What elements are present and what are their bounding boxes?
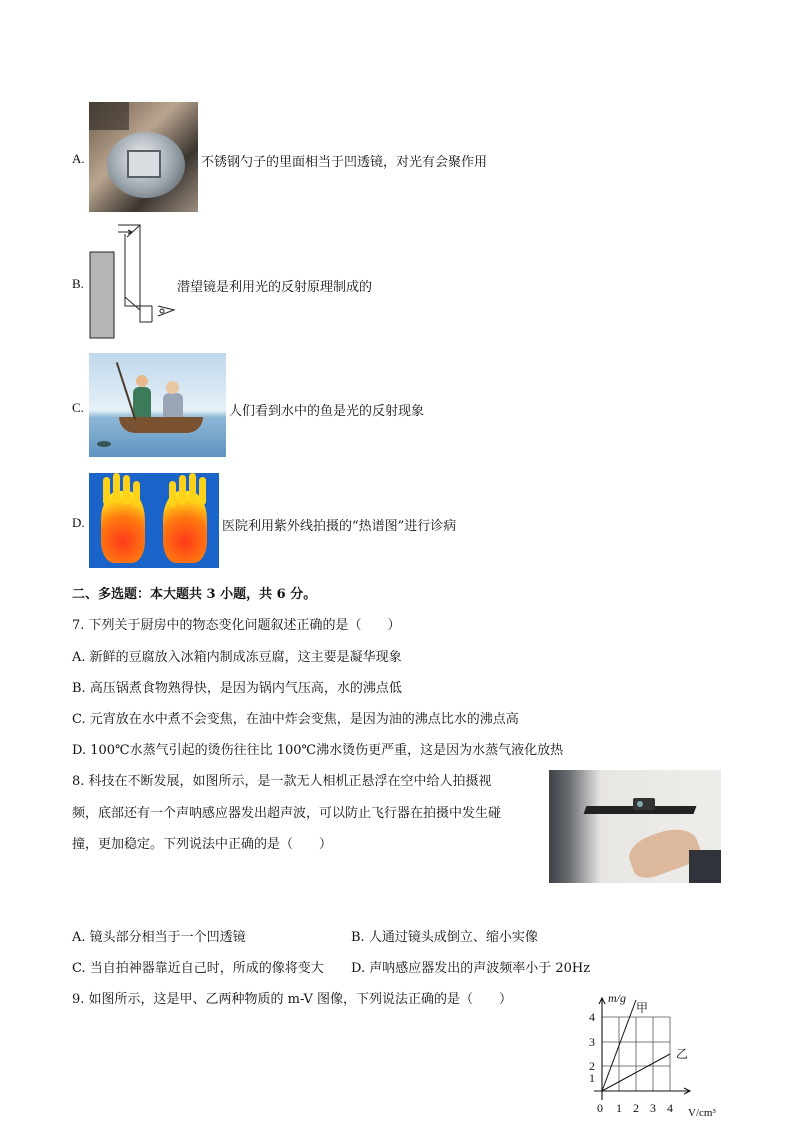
q8-stem-line-1: 8. 科技在不断发展，如图所示，是一款无人相机正悬浮在空中给人拍摄视: [72, 774, 492, 789]
q8-option-d: D. 声呐感应器发出的声波频率小于 20Hz: [351, 961, 591, 976]
x-axis-label: V/cm³: [688, 1107, 716, 1118]
option-a-letter: A.: [72, 151, 85, 166]
q7-stem: 7. 下列关于厨房中的物态变化问题叙述正确的是（ ）: [72, 618, 401, 633]
thermal-image: [89, 473, 219, 568]
option-c-text: 人们看到水中的鱼是光的反射现象: [229, 404, 425, 419]
q8-stem-line-2: 频，底部还有一个声呐感应器发出超声波，可以防止飞行器在拍摄中发生碰: [72, 806, 502, 821]
y-tick-2: 2: [589, 1059, 595, 1073]
x-tick-2: 2: [633, 1101, 639, 1115]
x-tick-1: 1: [616, 1101, 622, 1115]
series-jia-label: 甲: [636, 1001, 649, 1015]
x-tick-3: 3: [650, 1101, 656, 1115]
y-tick-3: 3: [589, 1035, 595, 1049]
y-tick-1: 1: [589, 1071, 595, 1085]
option-b-text: 潜望镜是利用光的反射原理制成的: [177, 280, 373, 295]
section-heading: 二、多选题：本大题共 3 小题，共 6 分。: [72, 587, 317, 602]
option-b-letter: B.: [72, 276, 84, 291]
series-yi-label: 乙: [676, 1047, 689, 1061]
q8-option-b: B. 人通过镜头成倒立、缩小实像: [351, 930, 538, 945]
periscope-diagram: [88, 222, 180, 340]
m-v-graph: [588, 988, 726, 1118]
option-c-letter: C.: [72, 400, 84, 415]
q7-option-b: B. 高压锅煮食物熟得快，是因为锅内气压高，水的沸点低: [72, 681, 402, 696]
option-d-text: 医院利用紫外线拍摄的“热谱图”进行诊病: [222, 519, 457, 534]
x-tick-4: 4: [667, 1101, 673, 1115]
q8-option-a: A. 镜头部分相当于一个凹透镜: [72, 930, 246, 945]
fishing-boat-illustration: [89, 353, 226, 457]
drone-camera-photo: [549, 770, 721, 883]
q9-stem: 9. 如图所示，这是甲、乙两种物质的 m-V 图像，下列说法正确的是（ ）: [72, 992, 512, 1007]
option-d-letter: D.: [72, 515, 85, 530]
q7-option-c: C. 元宵放在水中煮不会变焦，在油中炸会变焦，是因为油的沸点比水的沸点高: [72, 712, 519, 727]
y-axis-label: m/g: [608, 991, 626, 1005]
y-tick-4: 4: [589, 1010, 595, 1024]
x-tick-0: 0: [597, 1101, 603, 1115]
option-a-text: 不锈钢勺子的里面相当于凹透镜，对光有会聚作用: [201, 155, 488, 170]
q7-option-d: D. 100℃水蒸气引起的烫伤往往比 100℃沸水烫伤更严重，这是因为水蒸气液化放热: [72, 743, 564, 758]
q8-option-c: C. 当自拍神器靠近自己时，所成的像将变大: [72, 961, 324, 976]
q8-stem-line-3: 撞，更加稳定。下列说法中正确的是（ ）: [72, 837, 333, 852]
spoon-photo: [89, 102, 198, 212]
q7-option-a: A. 新鲜的豆腐放入冰箱内制成冻豆腐，这主要是凝华现象: [72, 650, 402, 665]
